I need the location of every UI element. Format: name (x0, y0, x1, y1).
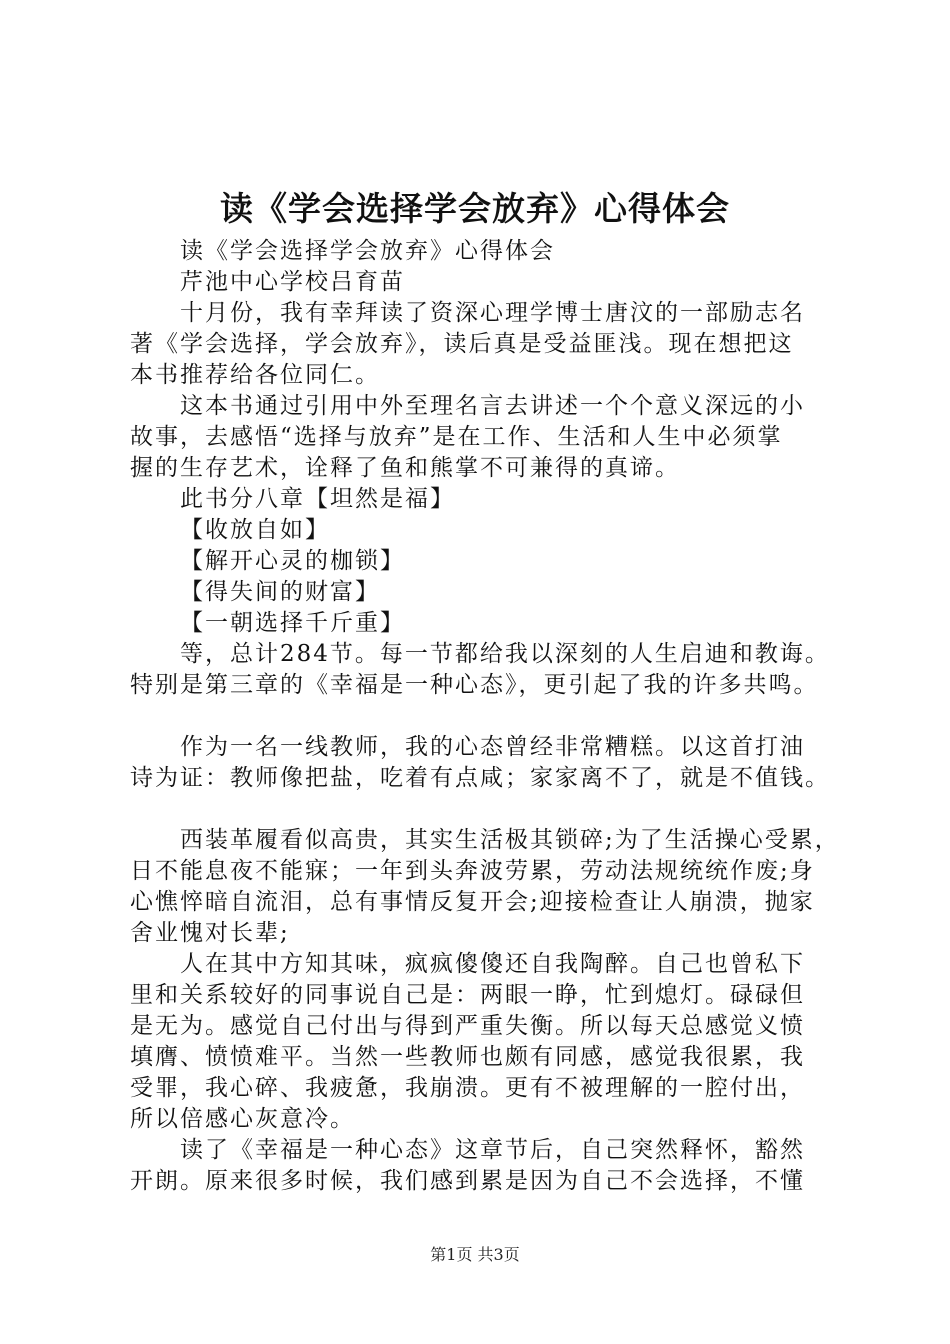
text-line: 读了《幸福是一种心态》这章节后，自己突然释怀，豁然 (180, 1137, 805, 1163)
text-line: 作为一名一线教师，我的心态曾经非常糟糕。以这首打油 (180, 734, 805, 760)
text-line: 等，总计284节。每一节都给我以深刻的人生启迪和教诲。 (180, 641, 830, 667)
text-line: 著《学会选择，学会放弃》，读后真是受益匪浅。现在想把这 (130, 331, 794, 357)
text-line: 十月份，我有幸拜读了资深心理学博士唐汶的一部励志名 (180, 300, 805, 326)
text-line: 【一朝选择千斤重】 (180, 610, 405, 636)
text-line: 读《学会选择学会放弃》心得体会 (180, 238, 555, 264)
text-line: 西装革履看似高贵，其实生活极其锁碎;为了生活操心受累， (180, 827, 840, 853)
document-body (130, 236, 840, 1197)
text-line: 诗为证：教师像把盐，吃着有点咸；家家离不了，就是不值钱。 (130, 765, 830, 791)
text-line: 特别是第三章的《幸福是一种心态》，更引起了我的许多共鸣。 (130, 672, 819, 698)
text-line: 【解开心灵的枷锁】 (180, 548, 405, 574)
text-line: 所以倍感心灰意冷。 (130, 1106, 355, 1132)
text-line: 舍业愧对长辈; (130, 920, 290, 946)
text-line: 是无为。感觉自己付出与得到严重失衡。所以每天总感觉义愤 (130, 1013, 805, 1039)
text-line: 人在其中方知其味，疯疯傻傻还自我陶醉。自己也曾私下 (180, 951, 805, 977)
text-line: 此书分八章【坦然是福】 (180, 486, 455, 512)
text-line: 日不能息夜不能寐；一年到头奔波劳累，劳动法规统统作废;身 (130, 858, 815, 884)
text-line: 这本书通过引用中外至理名言去讲述一个个意义深远的小 (180, 393, 805, 419)
text-line: 心憔悴暗自流泪，总有事情反复开会;迎接检查让人崩溃，抛家 (130, 889, 815, 915)
blank-line (130, 794, 832, 825)
text-line: 受罪，我心碎、我疲惫，我崩溃。更有不被理解的一腔付出， (130, 1075, 805, 1101)
text-line: 本书推荐给各位同仁。 (130, 362, 380, 388)
text-line: 里和关系较好的同事说自己是：两眼一睁，忙到熄灯。碌碌但 (130, 982, 805, 1008)
text-line: 【收放自如】 (180, 517, 330, 543)
document-title: 读《学会选择学会放弃》心得体会 (220, 189, 730, 228)
page-footer: 第1页 共3页 (430, 1245, 520, 1264)
text-line: 【得失间的财富】 (180, 579, 380, 605)
text-line: 开朗。原来很多时候，我们感到累是因为自己不会选择，不懂 (130, 1168, 805, 1194)
text-line: 握的生存艺术，诠释了鱼和熊掌不可兼得的真谛。 (130, 455, 680, 481)
text-line: 填膺、愤愤难平。当然一些教师也颇有同感，感觉我很累，我 (130, 1044, 805, 1070)
blank-line (130, 701, 832, 732)
text-line: 芹池中心学校吕育苗 (180, 269, 405, 295)
text-line: 故事，去感悟“选择与放弃”是在工作、生活和人生中必须掌 (130, 424, 783, 450)
